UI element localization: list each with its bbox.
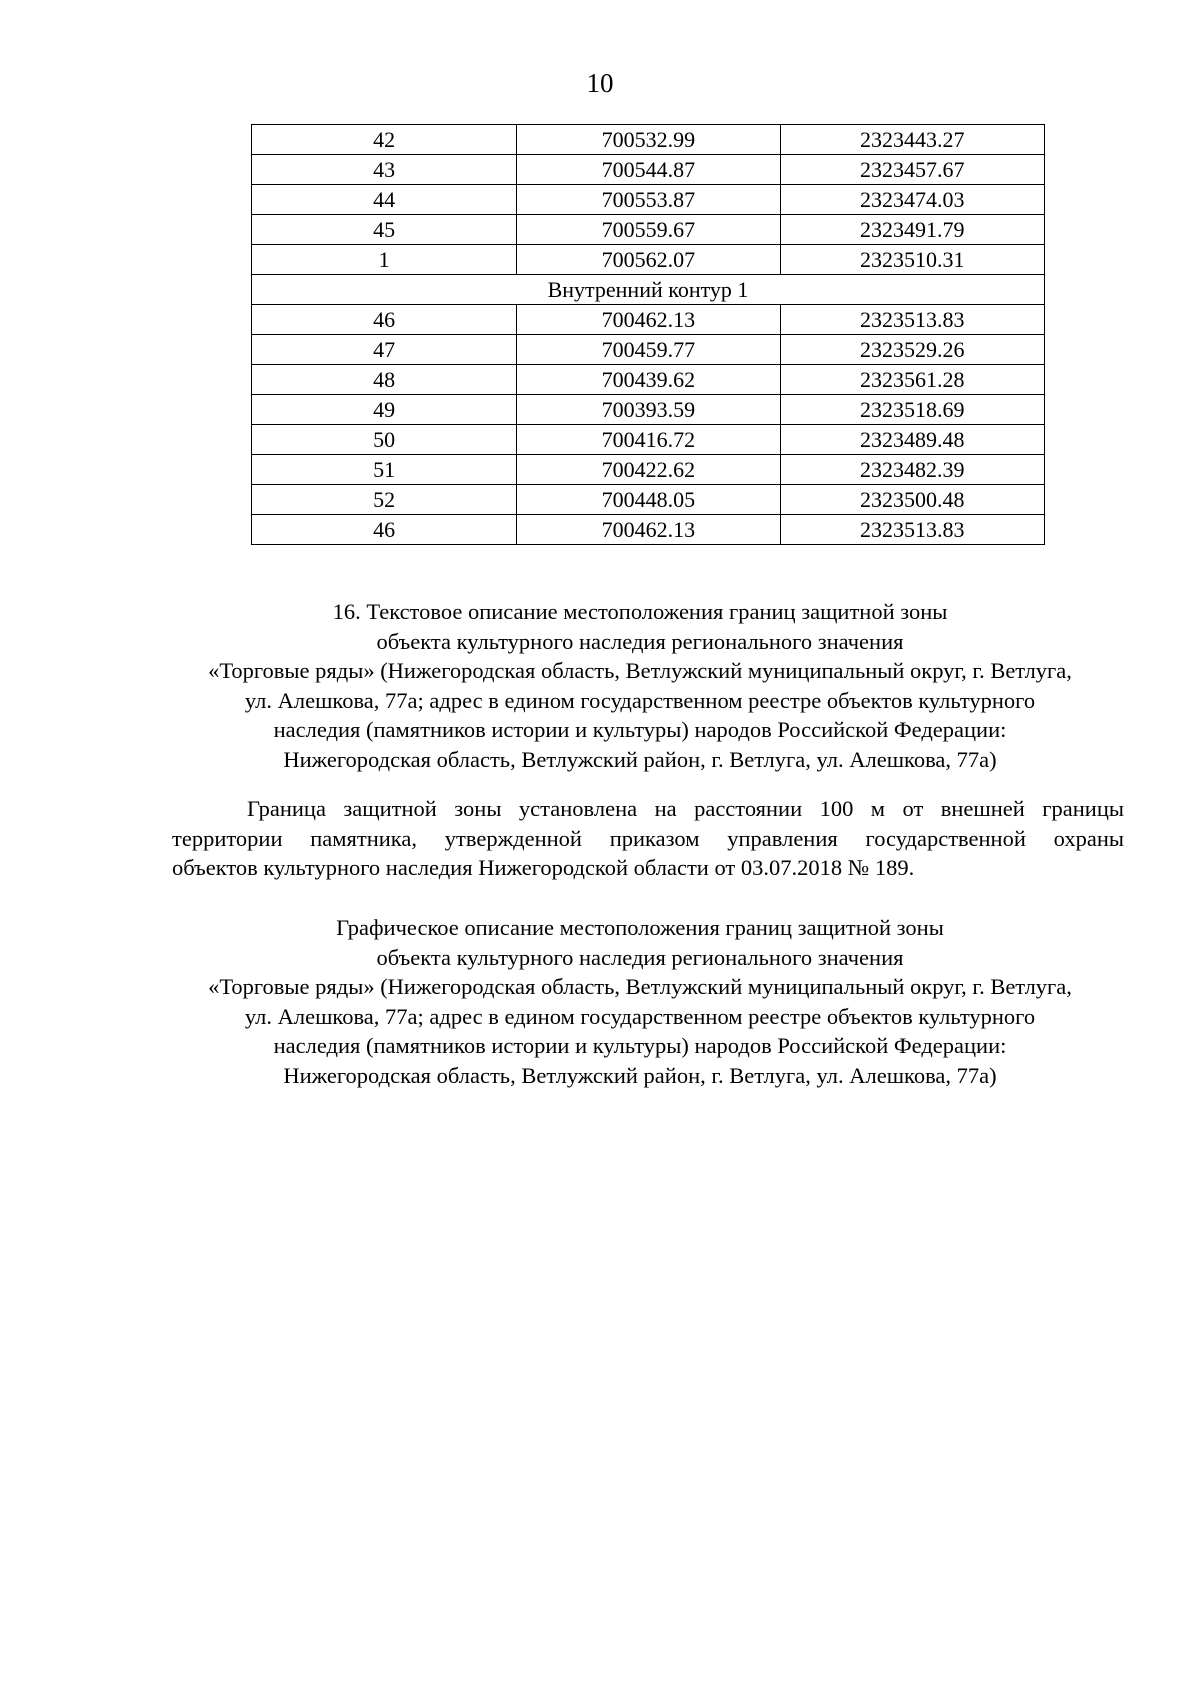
heading-line: Графическое описание местоположения границ защитной зоны [336, 915, 944, 940]
point-number-cell: 42 [252, 125, 517, 155]
table-row [252, 305, 1045, 335]
heading-line: ул. Алешкова, 77а; адрес в едином государственном реестре объектов культурного [244, 687, 1036, 713]
x-coordinate-cell: 700416.72 [517, 425, 780, 455]
heading-line: 16. Текстовое описание местоположения границ защитной зоны [332, 599, 948, 624]
heading-line: наследия (памятников истории и культуры) народов Российской Федерации: [273, 717, 1007, 742]
inner-contour-header-row [252, 275, 1045, 305]
y-coordinate-cell: 2323474.03 [780, 185, 1044, 215]
x-coordinate-cell: 700532.99 [517, 125, 780, 155]
boundary-paragraph [172, 794, 1124, 883]
x-coordinate-cell: 700393.59 [517, 395, 780, 425]
table-row [252, 425, 1045, 455]
x-coordinate-cell: 700459.77 [517, 335, 780, 365]
x-coordinate-cell: 700422.62 [517, 455, 780, 485]
y-coordinate-cell: 2323457.67 [780, 155, 1044, 185]
heading-line: «Торговые ряды» (Нижегородская область, Ветлужский муниципальный округ, г. Ветлуга, [208, 974, 1072, 999]
y-coordinate-cell: 2323529.26 [780, 335, 1044, 365]
y-coordinate-cell: 2323561.28 [780, 365, 1044, 395]
x-coordinate-cell: 700448.05 [517, 485, 780, 515]
table-row [252, 155, 1045, 185]
y-coordinate-cell: 2323489.48 [780, 425, 1044, 455]
table-row [252, 185, 1045, 215]
table-row [252, 515, 1045, 545]
table-row [252, 485, 1045, 515]
x-coordinate-cell: 700544.87 [517, 155, 780, 185]
point-number-cell: 43 [252, 155, 517, 185]
x-coordinate-cell: 700553.87 [517, 185, 780, 215]
heading-line: наследия (памятников истории и культуры) народов Российской Федерации: [273, 1033, 1007, 1058]
point-number-cell: 46 [252, 305, 517, 335]
x-coordinate-cell: 700562.07 [517, 245, 780, 275]
table-row [252, 335, 1045, 365]
point-number-cell: 45 [252, 215, 517, 245]
heading-line: «Торговые ряды» (Нижегородская область, Ветлужский муниципальный округ, г. Ветлуга, [208, 658, 1072, 683]
point-number-cell: 1 [252, 245, 517, 275]
y-coordinate-cell: 2323513.83 [780, 305, 1044, 335]
y-coordinate-cell: 2323510.31 [780, 245, 1044, 275]
y-coordinate-cell: 2323518.69 [780, 395, 1044, 425]
coordinates-table [251, 124, 1045, 545]
table-row [252, 215, 1045, 245]
heading-line: ул. Алешкова, 77а; адрес в едином государственном реестре объектов культурного [244, 1003, 1036, 1029]
point-number-cell: 51 [252, 455, 517, 485]
table-row [252, 365, 1045, 395]
point-number-cell: 52 [252, 485, 517, 515]
y-coordinate-cell: 2323443.27 [780, 125, 1044, 155]
text-description-heading [150, 597, 1130, 774]
point-number-cell: 47 [252, 335, 517, 365]
table-row [252, 455, 1045, 485]
paragraph-line: объектов культурного наследия Нижегородской области от 03.07.2018 № 189. [172, 855, 915, 880]
x-coordinate-cell: 700559.67 [517, 215, 780, 245]
y-coordinate-cell: 2323491.79 [780, 215, 1044, 245]
y-coordinate-cell: 2323482.39 [780, 455, 1044, 485]
y-coordinate-cell: 2323500.48 [780, 485, 1044, 515]
point-number-cell: 46 [252, 515, 517, 545]
heading-line: объекта культурного наследия регионального значения [376, 628, 904, 654]
page-number: 10 [586, 68, 614, 98]
y-coordinate-cell: 2323513.83 [780, 515, 1044, 545]
point-number-cell: 44 [252, 185, 517, 215]
point-number-cell: 49 [252, 395, 517, 425]
point-number-cell: 50 [252, 425, 517, 455]
heading-line: Нижегородская область, Ветлужский район, г. Ветлуга, ул. Алешкова, 77а) [283, 1062, 997, 1088]
table-row [252, 125, 1045, 155]
table-row [252, 395, 1045, 425]
heading-line: Нижегородская область, Ветлужский район, г. Ветлуга, ул. Алешкова, 77а) [283, 746, 997, 772]
table-row [252, 245, 1045, 275]
inner-contour-label: Внутренний контур 1 [252, 275, 1045, 305]
graphic-description-heading [150, 913, 1130, 1090]
paragraph-line: территории памятника, утвержденной приказом управления государственной охраны [172, 825, 1124, 851]
heading-line: объекта культурного наследия регионального значения [376, 944, 904, 970]
x-coordinate-cell: 700462.13 [517, 515, 780, 545]
paragraph-line: Граница защитной зоны установлена на расстоянии 100 м от внешней границы [247, 796, 1124, 821]
x-coordinate-cell: 700439.62 [517, 365, 780, 395]
point-number-cell: 48 [252, 365, 517, 395]
x-coordinate-cell: 700462.13 [517, 305, 780, 335]
